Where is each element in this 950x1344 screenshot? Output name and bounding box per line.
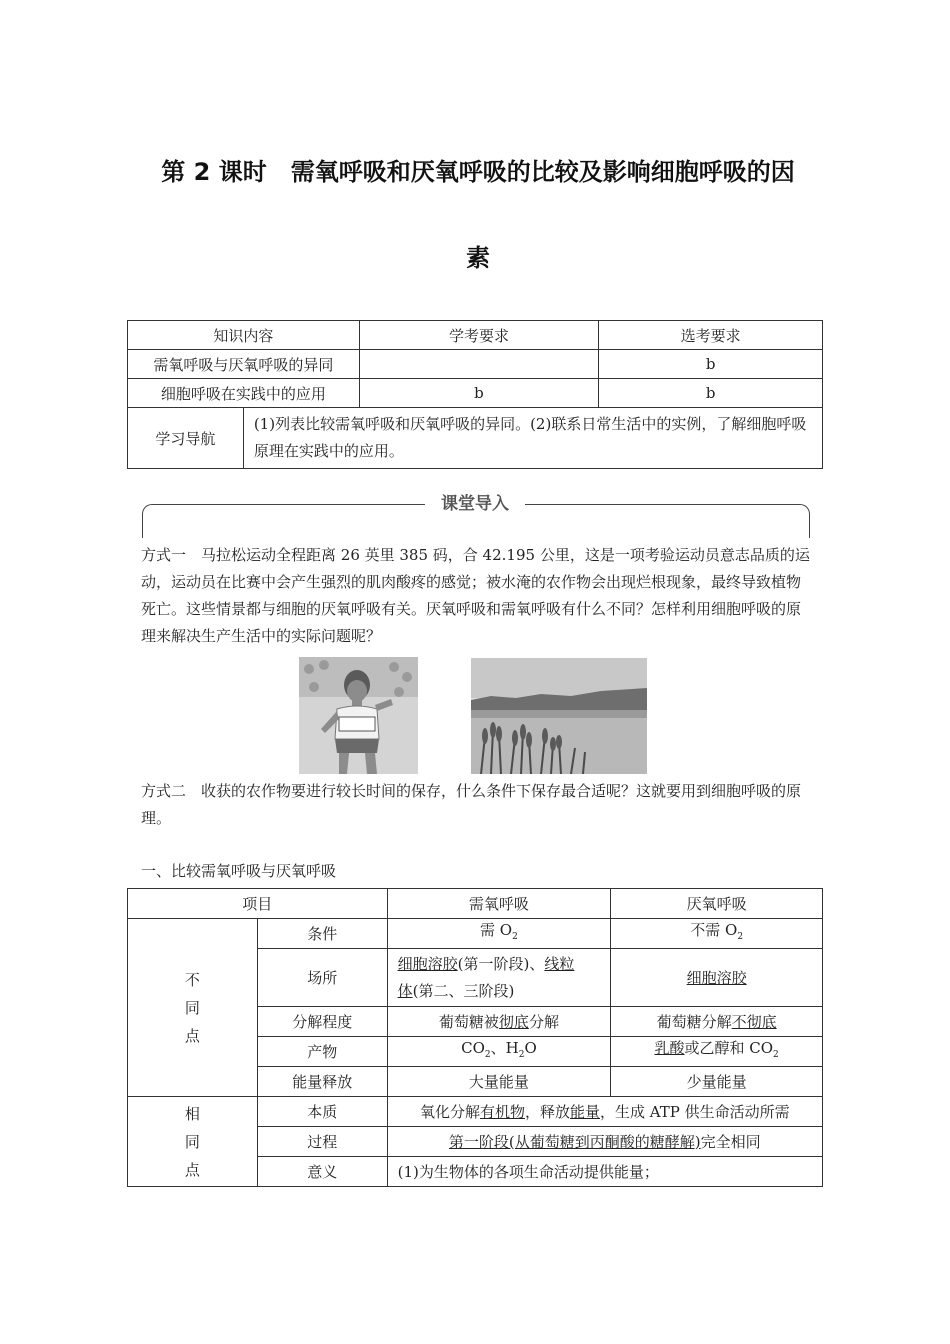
intro-method1: 方式一 马拉松运动全程距离 26 英里 385 码，合 42.195 公里，这是一项考验运动员意志品质的运动，运动员在比赛中会产生强烈的肌肉酸疼的感觉；被水淹的农作物会出现烂根现象，最终导致植物死亡。这些情景都与细胞的厌氧呼吸有关。厌氧呼吸和需氧呼吸有什么不同？怎样利用细胞呼吸的原理来解决生产生活中的实际问题呢？	[141, 546, 810, 645]
same-label: 相同点	[184, 1104, 200, 1179]
flooded-crops-photo	[471, 658, 647, 774]
cell-text: 氧化分解	[419, 1102, 480, 1121]
cell-text: (第一阶段)、	[457, 954, 545, 973]
row-label: 分解程度	[257, 1007, 387, 1037]
table-header-row	[128, 321, 823, 350]
cell-text: (第二、三阶段)	[412, 981, 515, 1000]
table-header: 需氧呼吸	[387, 889, 611, 919]
cell-text: 、H	[490, 1039, 519, 1057]
cell-text: 或乙醇和 CO	[684, 1039, 774, 1057]
table-cell	[611, 1037, 823, 1067]
row-label: 过程	[257, 1127, 387, 1157]
table-cell	[387, 1127, 822, 1157]
study-navigation-table	[127, 407, 823, 469]
table-cell: b	[599, 379, 823, 408]
table-header: 知识内容	[128, 321, 360, 350]
row-label: 条件	[257, 919, 387, 949]
marathon-runner-photo	[299, 657, 418, 774]
cell-sub: 2	[484, 1050, 491, 1060]
cell-text: CO	[461, 1039, 485, 1057]
nav-label: 学习导航	[128, 408, 244, 469]
cell-sub: 2	[737, 932, 744, 942]
table-cell	[387, 919, 611, 949]
cell-text: 细胞溶胶	[686, 968, 747, 987]
cell-text: 不需 O	[690, 921, 738, 939]
row-label: 本质	[257, 1097, 387, 1127]
comparison-table	[127, 888, 823, 1187]
table-cell	[387, 1037, 611, 1067]
table-header: 厌氧呼吸	[611, 889, 823, 919]
cell-sub: 2	[512, 932, 518, 942]
cell-text: 细胞溶胶	[397, 954, 458, 973]
cell-text: 完全相同	[700, 1132, 761, 1151]
table-header-row	[128, 889, 823, 919]
row-label: 产物	[257, 1037, 387, 1067]
same-label-cell	[128, 1097, 258, 1187]
intro-method2: 方式二 收获的农作物要进行较长时间的保存，什么条件下保存最合适呢？这就要用到细胞呼吸的原理。	[141, 782, 802, 827]
table-cell: 需氧呼吸与厌氧呼吸的异同	[128, 350, 360, 379]
section-heading: 一、比较需氧呼吸与厌氧呼吸	[141, 862, 337, 880]
table-row	[128, 379, 823, 408]
table-row	[128, 919, 823, 949]
table-cell: (1)为生物体的各项生命活动提供能量；	[387, 1157, 822, 1187]
cell-text: 乳酸	[654, 1039, 685, 1057]
table-cell	[387, 1007, 611, 1037]
table-row	[128, 408, 823, 469]
table-header: 学考要求	[359, 321, 599, 350]
cell-text: ，生成 ATP 供生命活动所需	[600, 1102, 790, 1121]
table-cell: b	[599, 350, 823, 379]
page-title-line1: 第 2 课时 需氧呼吸和厌氧呼吸的比较及影响细胞呼吸的因	[161, 158, 795, 186]
table-header: 项目	[128, 889, 388, 919]
table-row	[128, 350, 823, 379]
cell-text: 第一阶段(从葡萄糖到丙酮酸的糖酵解)	[448, 1132, 701, 1151]
table-cell	[611, 919, 823, 949]
row-label: 能量释放	[257, 1067, 387, 1097]
cell-text: 葡萄糖分解	[656, 1012, 732, 1031]
cell-text: 不彻底	[731, 1012, 777, 1031]
cell-text: O	[524, 1039, 537, 1057]
nav-text: (1)列表比较需氧呼吸和厌氧呼吸的异同。(2)联系日常生活中的实例，了解细胞呼吸原理在实践中的应用。	[243, 408, 822, 469]
diff-label: 不同点	[184, 970, 200, 1045]
table-cell: 细胞呼吸在实践中的应用	[128, 379, 360, 408]
cell-text: 分解	[528, 1012, 559, 1031]
row-label: 意义	[257, 1157, 387, 1187]
cell-text: 需 O	[480, 921, 513, 939]
cell-sub: 2	[773, 1050, 779, 1060]
diff-label-cell	[128, 919, 258, 1097]
cell-text: 线粒	[544, 954, 575, 973]
table-cell	[387, 1097, 822, 1127]
cell-text: ，释放	[524, 1102, 570, 1121]
requirements-table	[127, 320, 823, 408]
table-cell: b	[359, 379, 599, 408]
table-cell	[611, 1007, 823, 1037]
cell-text: 彻底	[498, 1012, 529, 1031]
table-header: 选考要求	[599, 321, 823, 350]
table-row	[128, 1097, 823, 1127]
table-cell	[387, 949, 611, 1007]
page-title-line2: 素	[466, 244, 490, 272]
cell-text: 有机物	[479, 1102, 525, 1121]
cell-text: 葡萄糖被	[438, 1012, 499, 1031]
row-label: 场所	[257, 949, 387, 1007]
cell-text: 体	[397, 981, 413, 1000]
table-cell: 大量能量	[387, 1067, 611, 1097]
table-cell: 少量能量	[611, 1067, 823, 1097]
table-cell	[611, 949, 823, 1007]
cell-sub: 2	[518, 1050, 525, 1060]
table-cell	[359, 350, 599, 379]
intro-label: 课堂导入	[425, 492, 525, 516]
cell-text: 能量	[569, 1102, 600, 1121]
